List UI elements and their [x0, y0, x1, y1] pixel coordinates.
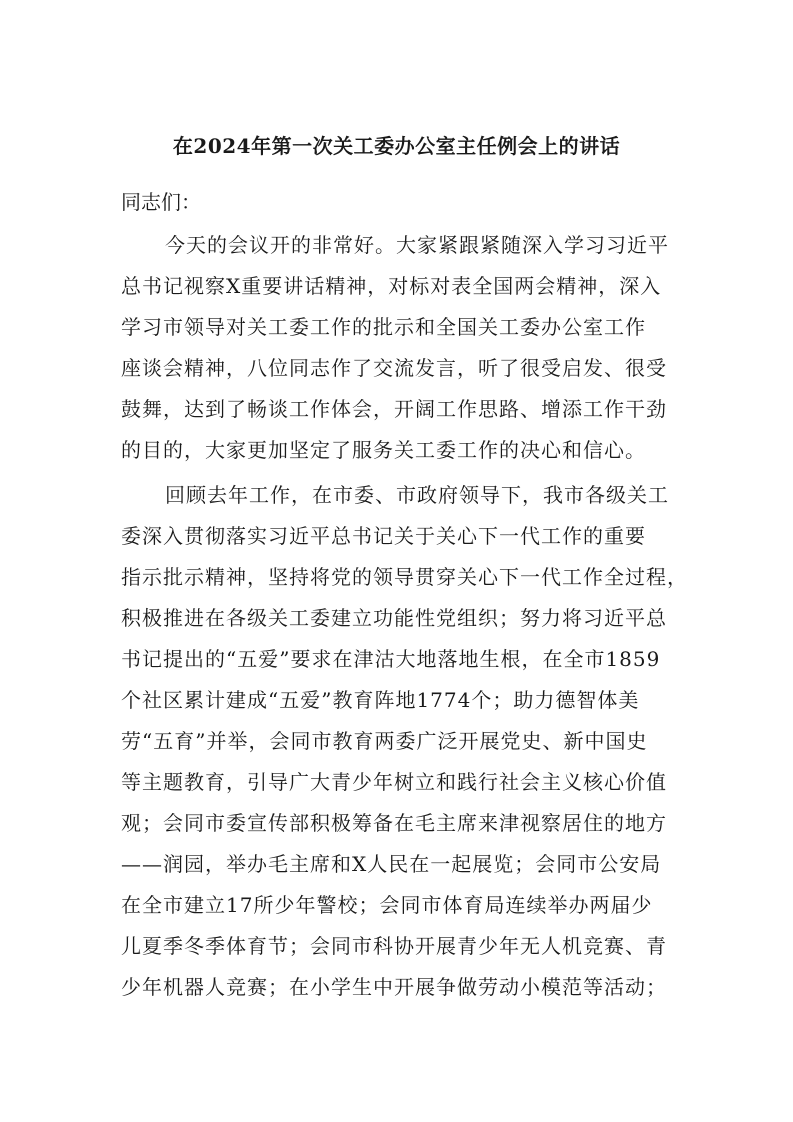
paragraph-line: 书记提出的“五爱”要求在津沽大地落地生根，在全市1859: [121, 647, 661, 671]
paragraph-line: 总书记视察X重要讲话精神，对标对表全国两会精神，深入: [121, 274, 662, 298]
paragraph-line: 在全市建立17所少年警校；会同市体育局连续举办两届少: [121, 893, 653, 917]
paragraph-line: 个社区累计建成“五爱”教育阵地1774个；助力德智体美: [121, 688, 640, 712]
paragraph-line: 委深入贯彻落实习近平总书记关于关心下一代工作的重要: [121, 524, 646, 548]
paragraph-line: 鼓舞，达到了畅谈工作体会，开阔工作思路、增添工作干劲: [121, 397, 667, 421]
paragraph-line: 少年机器人竞赛；在小学生中开展争做劳动小模范等活动；: [121, 975, 667, 999]
paragraph-line: 等主题教育，引导广大青少年树立和践行社会主义核心价值: [121, 770, 667, 794]
paragraph-line: 积极推进在各级关工委建立功能性党组织；努力将习近平总: [121, 606, 667, 630]
document-title: 在2024年第一次关工委办公室主任例会上的讲话: [172, 134, 621, 158]
paragraph-line: 今天的会议开的非常好。大家紧跟紧随深入学习习近平: [165, 233, 669, 257]
paragraph-line: 指示批示精神，坚持将党的领导贯穿关心下一代工作全过程，: [121, 565, 688, 589]
paragraph-line: 观；会同市委宣传部积极筹备在毛主席来津视察居住的地方: [121, 811, 667, 835]
paragraph-line: 座谈会精神，八位同志作了交流发言，听了很受启发、很受: [121, 356, 667, 380]
paragraph-line: 回顾去年工作，在市委、市政府领导下，我市各级关工: [165, 483, 669, 507]
paragraph-line: 的目的，大家更加坚定了服务关工委工作的决心和信心。: [121, 438, 646, 462]
paragraph-line: 劳“五育”并举，会同市教育两委广泛开展党史、新中国史: [121, 729, 648, 753]
salutation: 同志们：: [121, 190, 201, 214]
paragraph-line: ——润园，举办毛主席和X人民在一起展览；会同市公安局: [121, 852, 662, 876]
paragraph-line: 儿夏季冬季体育节；会同市科协开展青少年无人机竞赛、青: [121, 934, 667, 958]
paragraph-line: 学习市领导对关工委工作的批示和全国关工委办公室工作: [121, 315, 646, 339]
